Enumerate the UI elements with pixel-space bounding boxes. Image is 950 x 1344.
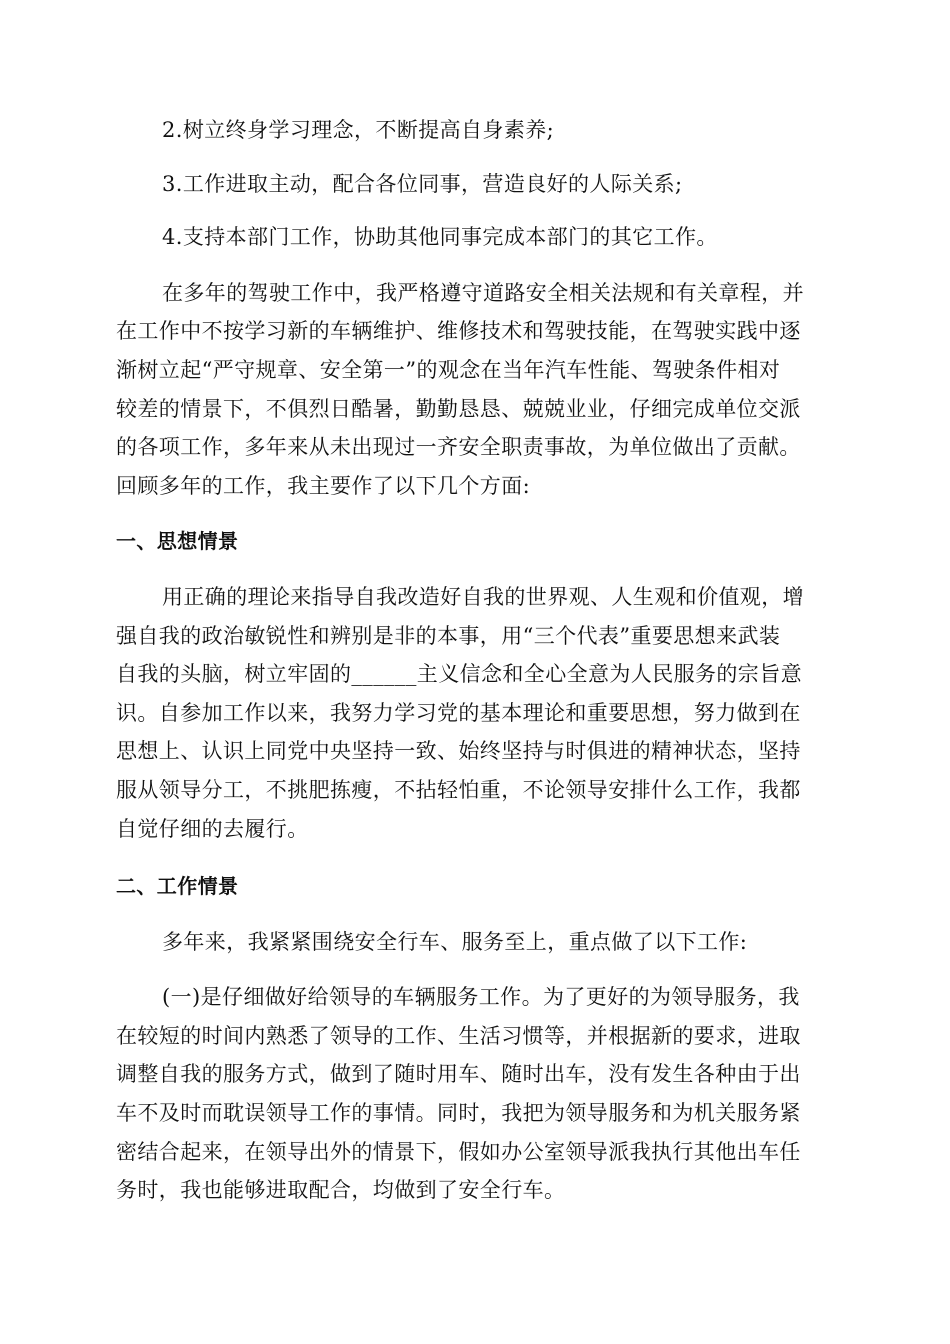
paragraph-line: 渐树立起“严守规章、安全第一”的观念在当年汽车性能、驾驶条件相对 bbox=[116, 357, 781, 382]
section-heading-thought: 一、思想情景 bbox=[116, 529, 239, 554]
paragraph-line: 车不及时而耽误领导工作的事情。同时，我把为领导服务和为机关服务紧 bbox=[116, 1101, 801, 1126]
work-intro-line: 多年来，我紧紧围绕安全行车、服务至上，重点做了以下工作: bbox=[162, 929, 748, 954]
section-heading-work: 二、工作情景 bbox=[116, 874, 239, 899]
paragraph-line: 在较短的时间内熟悉了领导的工作、生活习惯等，并根据新的要求，进取 bbox=[116, 1023, 801, 1048]
paragraph-line: 较差的情景下，不俱烈日酷暑，勤勤恳恳、兢兢业业，仔细完成单位交派 bbox=[116, 396, 801, 421]
document-body bbox=[116, 111, 834, 1210]
paragraph-line: 的各项工作，多年来从未出现过一齐安全职责事故，为单位做出了贡献。 bbox=[116, 435, 801, 460]
paragraph-line: 务时，我也能够进取配合，均做到了安全行车。 bbox=[116, 1178, 566, 1203]
paragraph-line: 调整自我的服务方式，做到了随时用车、随时出车，没有发生各种由于出 bbox=[116, 1062, 801, 1087]
paragraph-line: 强自我的政治敏锐性和辨别是非的本事，用“三个代表”重要思想来武装 bbox=[116, 623, 781, 648]
paragraph-line: 识。自参加工作以来，我努力学习党的基本理论和重要思想，努力做到在 bbox=[116, 700, 801, 725]
paragraph-line: 服从领导分工，不挑肥拣瘦，不拈轻怕重，不论领导安排什么工作，我都 bbox=[116, 777, 801, 802]
thought-paragraph bbox=[116, 578, 834, 848]
list-item-2: 2.树立终身学习理念，不断提高自身素养; bbox=[162, 118, 555, 142]
paragraph-line: 在多年的驾驶工作中，我严格遵守道路安全相关法规和有关章程，并 bbox=[162, 280, 804, 305]
paragraph-line: 自我的头脑，树立牢固的______主义信念和全心全意为人民服务的宗旨意 bbox=[116, 662, 802, 687]
paragraph-line: 在工作中不按学习新的车辆维护、维修技术和驾驶技能，在驾驶实践中逐 bbox=[116, 319, 801, 344]
intro-paragraph bbox=[116, 274, 834, 506]
list-item-4: 4.支持本部门工作，协助其他同事完成本部门的其它工作。 bbox=[162, 225, 718, 250]
paragraph-line: 密结合起来，在领导出外的情景下，假如办公室领导派我执行其他出车任 bbox=[116, 1139, 801, 1164]
paragraph-line: (一)是仔细做好给领导的车辆服务工作。为了更好的为领导服务，我 bbox=[162, 985, 800, 1010]
paragraph-line: 用正确的理论来指导自我改造好自我的世界观、人生观和价值观，增 bbox=[162, 584, 804, 609]
paragraph-line: 思想上、认识上同党中央坚持一致、始终坚持与时俱进的精神状态，坚持 bbox=[116, 739, 801, 764]
work-item-1-paragraph bbox=[116, 978, 834, 1210]
paragraph-line: 回顾多年的工作，我主要作了以下几个方面: bbox=[116, 473, 531, 498]
paragraph-line: 自觉仔细的去履行。 bbox=[116, 816, 309, 841]
list-item-3: 3.工作进取主动，配合各位同事，营造良好的人际关系; bbox=[162, 171, 683, 196]
